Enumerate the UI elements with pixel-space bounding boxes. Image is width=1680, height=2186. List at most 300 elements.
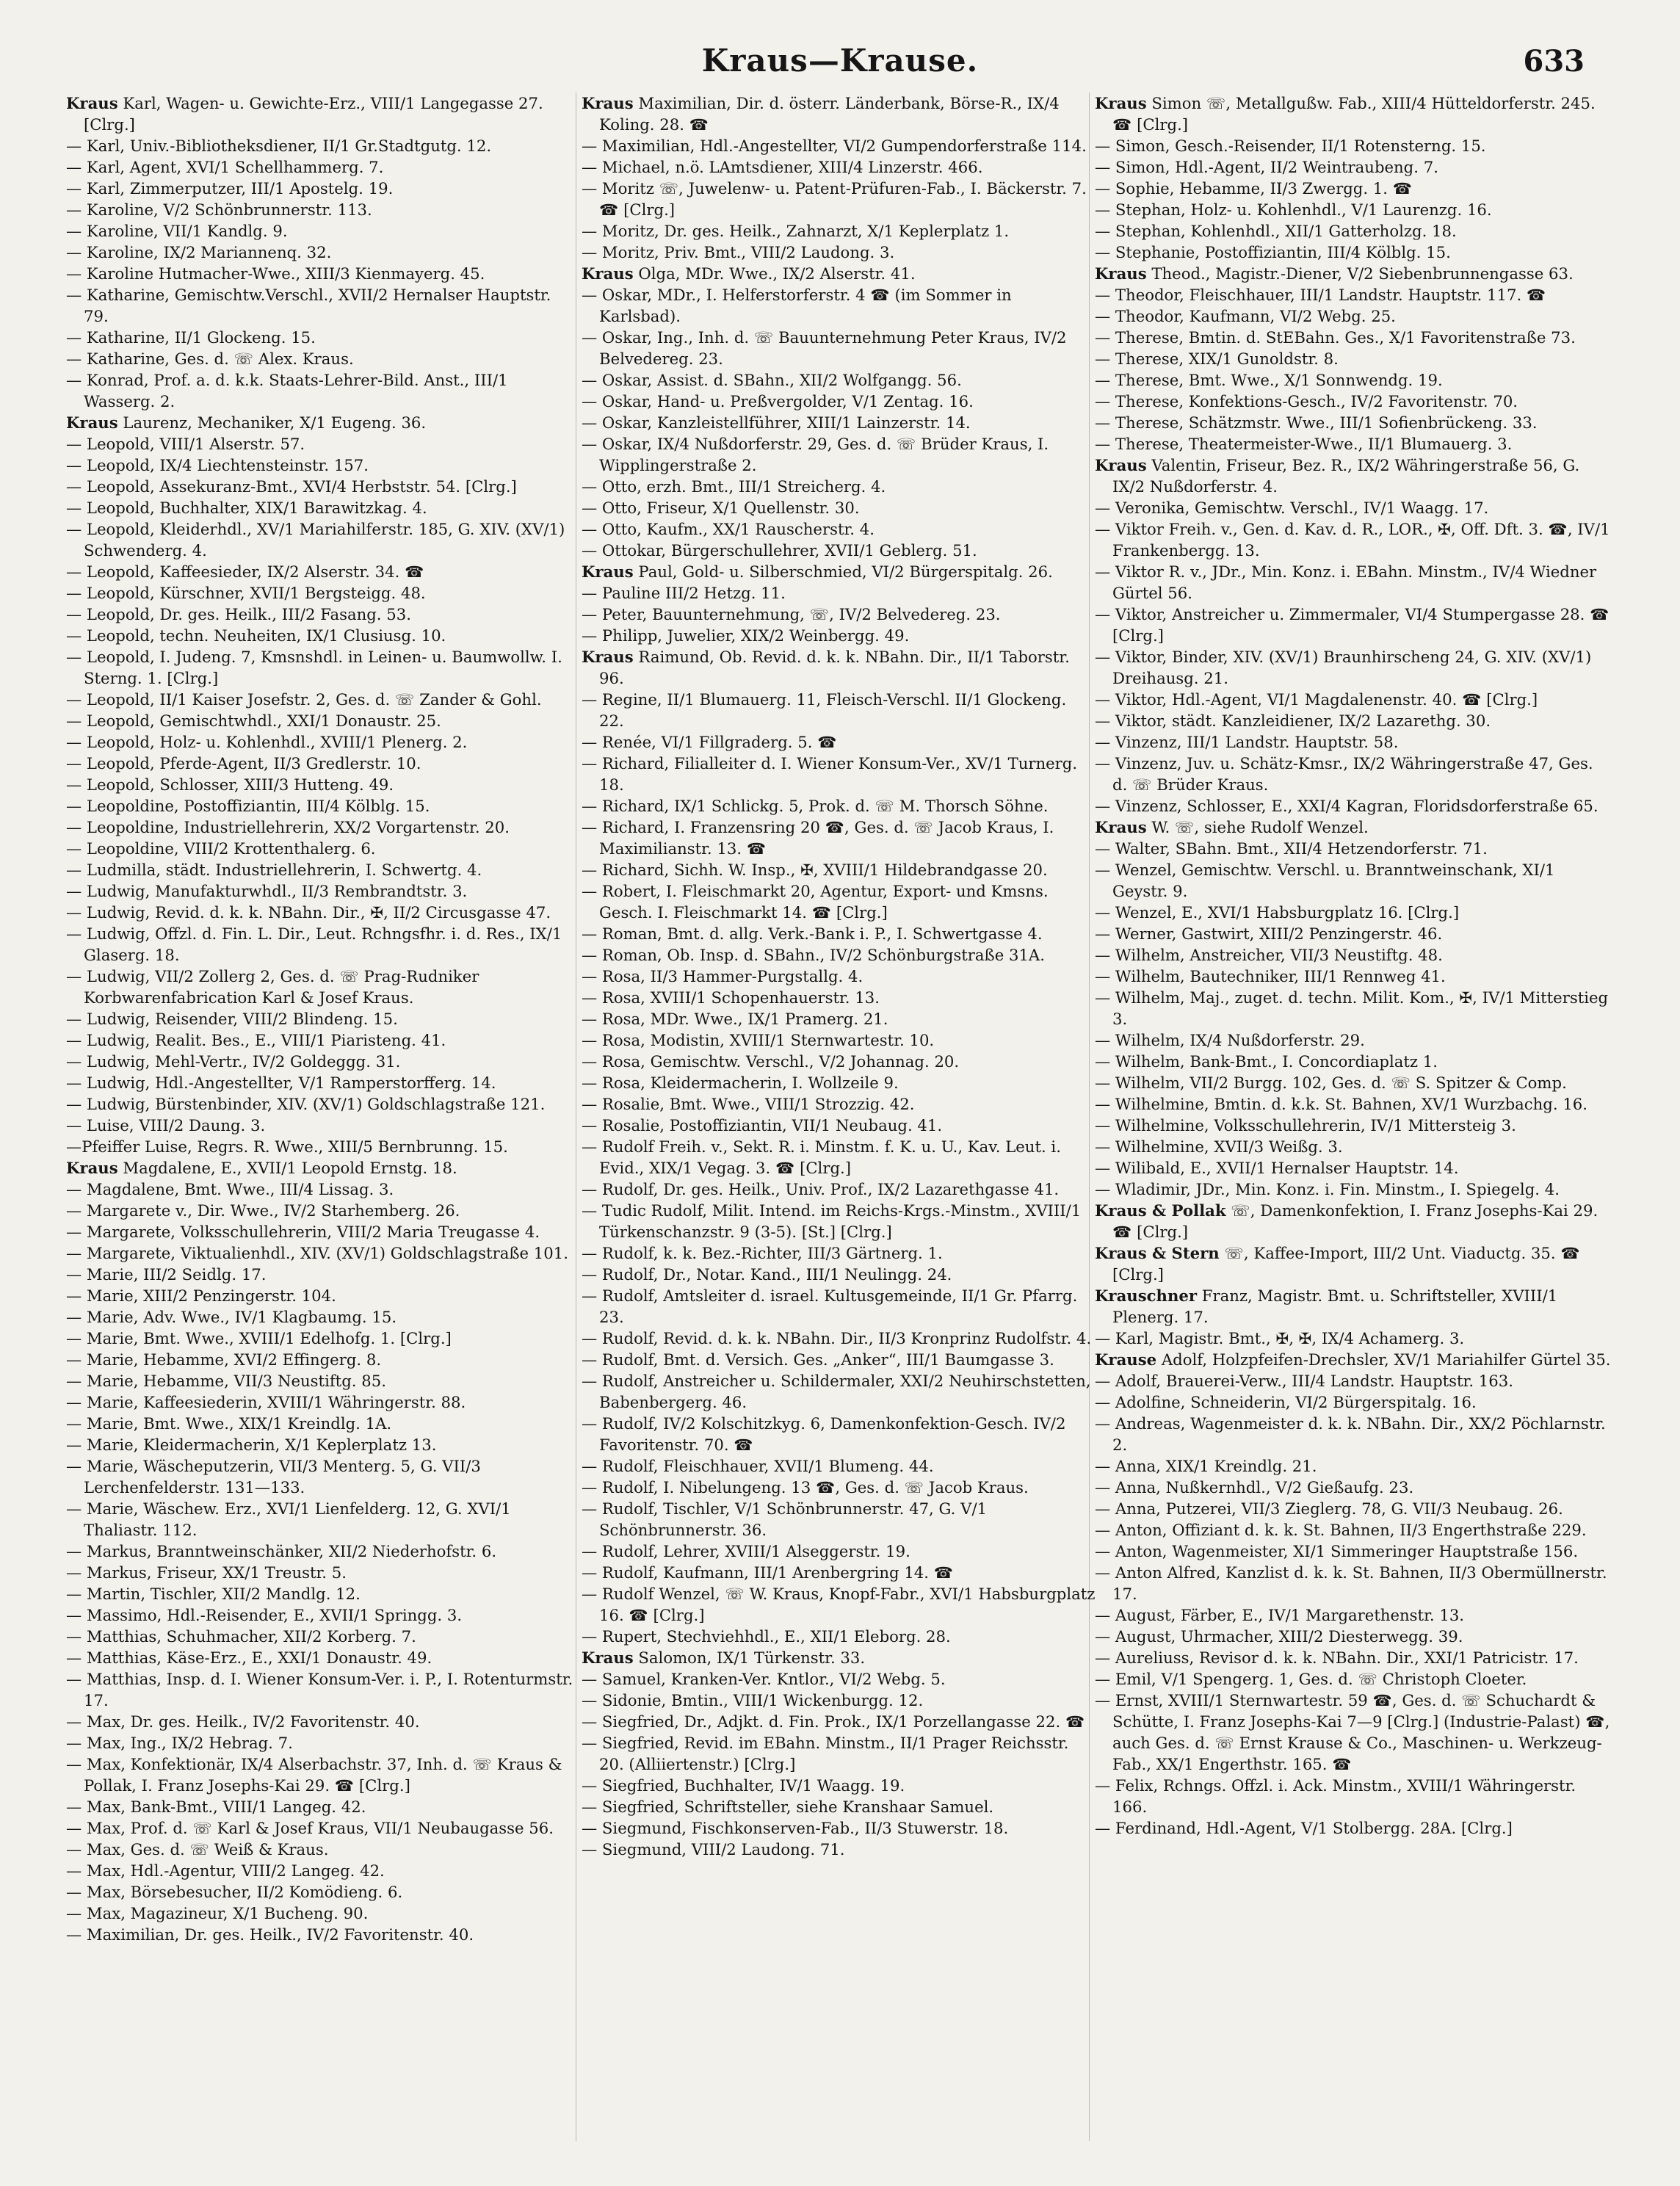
directory-entry xyxy=(66,369,580,412)
directory-entry xyxy=(66,1136,580,1157)
directory-entry xyxy=(582,1775,1096,1796)
surname-heading: Kraus xyxy=(582,562,634,581)
directory-entry xyxy=(1095,923,1612,944)
entry-text: Olga, MDr. Wwe., IX/2 Alserstr. 41. xyxy=(638,264,916,283)
directory-entry xyxy=(66,433,580,455)
entry-text: — Rudolf Wenzel, ☏ W. Kraus, Knopf-Fabr., XVI/1 Habsburgplatz 16. ☎ [Clrg.] xyxy=(582,1585,1096,1624)
directory-entry xyxy=(66,1668,580,1711)
entry-text: — Anna, Putzerei, VII/3 Zieglerg. 78, G. VII/3 Neubaug. 26. xyxy=(1095,1499,1563,1518)
directory-entry xyxy=(582,497,1096,518)
entry-text: — Matthias, Käse-Erz., E., XXI/1 Donaustr. 49. xyxy=(66,1648,432,1667)
entry-text: — Leopold, Pferde-Agent, II/3 Gredlerstr. 10. xyxy=(66,754,421,772)
directory-entry xyxy=(66,1242,580,1264)
directory-entry xyxy=(1095,199,1612,220)
column-2 xyxy=(582,93,1096,1860)
directory-entry xyxy=(1095,1413,1612,1455)
entry-text: — Rupert, Stechviehhdl., E., XII/1 Eleborg. 28. xyxy=(582,1627,951,1646)
directory-entry xyxy=(582,1583,1096,1626)
entry-text: — Ludwig, Bürstenbinder, XIV. (XV/1) Goldschlagstraße 121. xyxy=(66,1095,546,1113)
directory-entry xyxy=(582,604,1096,625)
entry-text: — Markus, Branntweinschänker, XII/2 Niederhofstr. 6. xyxy=(66,1542,497,1560)
entry-text: — Leopold, Dr. ges. Heilk., III/2 Fasang. 53. xyxy=(66,605,411,623)
surname-heading: Kraus xyxy=(66,1159,118,1177)
entry-text: — Therese, Bmt. Wwe., X/1 Sonnwendg. 19. xyxy=(1095,371,1443,389)
directory-entry xyxy=(66,476,580,497)
directory-entry xyxy=(582,646,1096,689)
directory-entry xyxy=(1095,497,1612,518)
directory-entry xyxy=(1095,1157,1612,1179)
directory-entry xyxy=(66,753,580,774)
entry-text: — Rudolf, Anstreicher u. Schildermaler, XXI/2 Neuhirschstetten, Babenbergerg. 46. xyxy=(582,1372,1091,1411)
column-1 xyxy=(66,93,580,1945)
entry-text: — Max, Konfektionär, IX/4 Alserbachstr. 37, Inh. d. ☏ Kraus & Pollak, I. Franz Josephs-Kai 29. ☎ [Clrg.] xyxy=(66,1755,562,1795)
entry-text: — Therese, Bmtin. d. StEBahn. Ges., X/1 Favoritenstraße 73. xyxy=(1095,328,1576,347)
entry-text: — Wilhelmine, XVII/3 Weißg. 3. xyxy=(1095,1137,1343,1156)
directory-entry xyxy=(582,1008,1096,1029)
directory-entry xyxy=(66,327,580,348)
directory-entry xyxy=(582,1136,1096,1179)
directory-entry xyxy=(1095,987,1612,1029)
entry-text: — Marie, Kleidermacherin, X/1 Keplerplatz 13. xyxy=(66,1436,437,1454)
entry-text: — Viktor, Binder, XIV. (XV/1) Braunhirscheng 24, G. XIV. (XV/1) Dreihausg. 21. xyxy=(1095,648,1592,687)
directory-entry xyxy=(1095,1562,1612,1604)
entry-text: — Adolfine, Schneiderin, VI/2 Bürgerspitalg. 16. xyxy=(1095,1393,1477,1411)
entry-text: — Siegfried, Schriftsteller, siehe Kranshaar Samuel. xyxy=(582,1798,994,1816)
directory-entry xyxy=(66,1285,580,1306)
directory-entry xyxy=(1095,1285,1612,1328)
directory-entry xyxy=(66,1839,580,1860)
entry-text: — Oskar, IX/4 Nußdorferstr. 29, Ges. d. ☏ Brüder Kraus, I. Wipplingerstraße 2. xyxy=(582,435,1049,474)
directory-entry xyxy=(66,1349,580,1370)
directory-entry xyxy=(582,476,1096,497)
entry-text: — Max, Magazineur, X/1 Bucheng. 90. xyxy=(66,1904,369,1922)
directory-entry xyxy=(582,625,1096,646)
directory-entry xyxy=(582,1051,1096,1072)
directory-entry xyxy=(1095,1179,1612,1200)
directory-entry xyxy=(582,817,1096,859)
directory-entry xyxy=(66,582,580,604)
directory-entry xyxy=(66,1072,580,1093)
directory-entry xyxy=(66,1583,580,1604)
directory-entry xyxy=(1095,561,1612,604)
directory-entry xyxy=(66,497,580,518)
entry-text: — Vinzenz, Juv. u. Schätz-Kmsr., IX/2 Währingerstraße 47, Ges. d. ☏ Brüder Kraus. xyxy=(1095,754,1593,794)
entry-text: — Simon, Gesch.-Reisender, II/1 Rotensterng. 15. xyxy=(1095,137,1486,155)
entry-text: — Ludwig, Hdl.-Angestellter, V/1 Ramperstorfferg. 14. xyxy=(66,1074,496,1092)
entry-text: — Marie, III/2 Seidlg. 17. xyxy=(66,1265,267,1284)
directory-entry xyxy=(66,284,580,327)
entry-text: — Rosalie, Postoffiziantin, VII/1 Neubaug. 41. xyxy=(582,1116,943,1134)
entry-text: — Margarete, Volksschullehrerin, VIII/2 Maria Treugasse 4. xyxy=(66,1223,540,1241)
directory-entry xyxy=(582,923,1096,944)
entry-text: — August, Färber, E., IV/1 Margarethenstr. 13. xyxy=(1095,1606,1465,1624)
directory-entry xyxy=(582,795,1096,817)
entry-text: — Anton, Offiziant d. k. k. St. Bahnen, II/3 Engerthstraße 229. xyxy=(1095,1521,1587,1539)
entry-text: — Karoline, VII/1 Kandlg. 9. xyxy=(66,222,288,240)
directory-entry xyxy=(1095,1647,1612,1668)
entry-text: — Ludmilla, städt. Industriellehrerin, I. Schwertg. 4. xyxy=(66,861,482,879)
entry-text: — Ludwig, Realit. Bes., E., VIII/1 Piaristeng. 41. xyxy=(66,1031,446,1049)
directory-entry xyxy=(582,1072,1096,1093)
entry-text: — Katharine, II/1 Glockeng. 15. xyxy=(66,328,316,347)
entry-text: — Theodor, Kaufmann, VI/2 Webg. 25. xyxy=(1095,307,1396,325)
directory-entry xyxy=(66,455,580,476)
directory-entry xyxy=(582,1541,1096,1562)
directory-entry xyxy=(66,1903,580,1924)
entry-text: — Max, Ges. d. ☏ Weiß & Kraus. xyxy=(66,1840,329,1859)
entry-text: — Marie, Kaffeesiederin, XVIII/1 Währingerstr. 88. xyxy=(66,1393,466,1411)
entry-text: — Rudolf, Fleischhauer, XVII/1 Blumeng. 44. xyxy=(582,1457,934,1475)
directory-entry xyxy=(66,1391,580,1413)
entry-text: — Rosa, MDr. Wwe., IX/1 Pramerg. 21. xyxy=(582,1010,888,1028)
directory-entry xyxy=(1095,242,1612,263)
entry-text: — Aureliuss, Revisor d. k. k. NBahn. Dir., XXI/1 Patricistr. 17. xyxy=(1095,1648,1579,1667)
directory-entry xyxy=(582,1647,1096,1668)
entry-text: — Leopoldine, VIII/2 Krottenthalerg. 6. xyxy=(66,839,376,858)
directory-entry xyxy=(66,1626,580,1647)
directory-entry xyxy=(1095,1775,1612,1817)
directory-entry xyxy=(582,1477,1096,1498)
directory-entry xyxy=(582,1242,1096,1264)
directory-entry xyxy=(582,1732,1096,1775)
directory-entry xyxy=(1095,1477,1612,1498)
directory-entry xyxy=(1095,263,1612,284)
entry-text: — Roman, Bmt. d. allg. Verk.-Bank i. P., I. Schwertgasse 4. xyxy=(582,924,1043,943)
entry-text: — Karl, Magistr. Bmt., ✠, ✠, IX/4 Achamerg. 3. xyxy=(1095,1329,1465,1347)
entry-text: — Rudolf, Tischler, V/1 Schönbrunnerstr. 47, G. V/1 Schönbrunnerstr. 36. xyxy=(582,1499,988,1539)
surname-heading: Kraus xyxy=(582,94,634,112)
directory-entry xyxy=(66,1647,580,1668)
directory-entry xyxy=(1095,305,1612,327)
entry-text: Paul, Gold- u. Silberschmied, VI/2 Bürgerspitalg. 26. xyxy=(638,562,1053,581)
entry-text: — Vinzenz, Schlosser, E., XXI/4 Kagran, Floridsdorferstraße 65. xyxy=(1095,797,1598,815)
entry-text: — Ludwig, Manufakturwhdl., II/3 Rembrandtstr. 3. xyxy=(66,882,468,900)
directory-entry xyxy=(1095,1690,1612,1775)
entry-text: — Pauline III/2 Hetzg. 11. xyxy=(582,584,786,602)
entry-text: — Moritz ☏, Juwelenw- u. Patent-Prüfuren-Fab., I. Bäckerstr. 7. ☎ [Clrg.] xyxy=(582,179,1087,219)
directory-entry xyxy=(582,284,1096,327)
entry-text: Valentin, Friseur, Bez. R., IX/2 Währingerstraße 56, G. IX/2 Nußdorferstr. 4. xyxy=(1112,456,1580,496)
surname-heading: Kraus xyxy=(582,264,634,283)
entry-text: Simon ☏, Metallgußw. Fab., XIII/4 Hütteldorferstr. 245. ☎ [Clrg.] xyxy=(1112,94,1596,134)
entry-text: — Wenzel, E., XVI/1 Habsburgplatz 16. [Clrg.] xyxy=(1095,903,1460,922)
entry-text: Theod., Magistr.-Diener, V/2 Siebenbrunnengasse 63. xyxy=(1151,264,1574,283)
entry-text: — Matthias, Schuhmacher, XII/2 Korberg. 7. xyxy=(66,1627,416,1646)
entry-text: — Rudolf, IV/2 Kolschitzkyg. 6, Damenkonfektion-Gesch. IV/2 Favoritenstr. 70. ☎ xyxy=(582,1414,1066,1454)
entry-text: — Leopold, Buchhalter, XIX/1 Barawitzkag. 4. xyxy=(66,499,427,517)
entry-text: — Luise, VIII/2 Daung. 3. xyxy=(66,1116,266,1134)
entry-text: — Viktor, Hdl.-Agent, VI/1 Magdalenenstr. 40. ☎ [Clrg.] xyxy=(1095,690,1538,709)
directory-entry xyxy=(1095,1817,1612,1839)
entry-text: — Karl, Univ.-Bibliotheksdiener, II/1 Gr.Stadtgutg. 12. xyxy=(66,137,492,155)
surname-heading: Kraus xyxy=(66,94,118,112)
directory-entry xyxy=(582,1796,1096,1817)
entry-text: — Rudolf, Dr., Notar. Kand., III/1 Neulingg. 24. xyxy=(582,1265,952,1284)
directory-entry xyxy=(582,689,1096,731)
directory-entry xyxy=(582,1817,1096,1839)
directory-entry xyxy=(66,156,580,178)
directory-entry xyxy=(582,966,1096,987)
entry-text: Laurenz, Mechaniker, X/1 Eugeng. 36. xyxy=(123,413,427,432)
directory-entry xyxy=(1095,966,1612,987)
directory-entry xyxy=(582,263,1096,284)
directory-entry xyxy=(1095,689,1612,710)
entry-text: — Marie, Wäschew. Erz., XVI/1 Lienfelderg. 12, G. XVI/1 Thaliastr. 112. xyxy=(66,1499,511,1539)
entry-text: — Ludwig, VII/2 Zollerg 2, Ges. d. ☏ Prag-Rudniker Korbwarenfabrication Karl & Josef Kraus. xyxy=(66,967,479,1007)
directory-entry xyxy=(66,1434,580,1455)
surname-heading: Kraus xyxy=(582,648,634,666)
directory-entry xyxy=(582,753,1096,795)
directory-entry xyxy=(66,178,580,199)
directory-entry xyxy=(66,1562,580,1583)
entry-text: — Wilhelm, VII/2 Burgg. 102, Ges. d. ☏ S. Spitzer & Comp. xyxy=(1095,1074,1567,1092)
surname-heading: Kraus & Stern xyxy=(1095,1244,1220,1262)
directory-entry xyxy=(582,859,1096,880)
entry-text: — Leopold, Holz- u. Kohlenhdl., XVIII/1 Plenerg. 2. xyxy=(66,733,468,751)
entry-text: — Vinzenz, III/1 Landstr. Hauptstr. 58. xyxy=(1095,733,1399,751)
entry-text: — Rudolf, Revid. d. k. k. NBahn. Dir., II/3 Kronprinz Rudolfstr. 4. xyxy=(582,1329,1092,1347)
entry-text: — Renée, VI/1 Fillgraderg. 5. ☎ xyxy=(582,733,837,751)
directory-entry xyxy=(66,625,580,646)
directory-entry xyxy=(582,582,1096,604)
entry-text: — Wilhelm, Bautechniker, III/1 Rennweg 41. xyxy=(1095,967,1446,985)
entry-text: — Roman, Ob. Insp. d. SBahn., IV/2 Schönburgstraße 31A. xyxy=(582,946,1045,964)
entry-text: — Felix, Rchngs. Offzl. i. Ack. Minstm., XVIII/1 Währingerstr. 166. xyxy=(1095,1776,1576,1816)
page-number: 633 xyxy=(1523,44,1585,79)
entry-text: — Oskar, Assist. d. SBahn., XII/2 Wolfgangg. 56. xyxy=(582,371,962,389)
entry-text: — Ludwig, Reisender, VIII/2 Blindeng. 15. xyxy=(66,1010,398,1028)
entry-text: — Martin, Tischler, XII/2 Mandlg. 12. xyxy=(66,1585,361,1603)
directory-entry xyxy=(582,1626,1096,1647)
entry-text: —Pfeiffer Luise, Regrs. R. Wwe., XIII/5 Bernbrunng. 15. xyxy=(66,1137,508,1156)
directory-entry xyxy=(1095,1519,1612,1541)
directory-entry xyxy=(66,1924,580,1945)
entry-text: — Adolf, Brauerei-Verw., III/4 Landstr. Hauptstr. 163. xyxy=(1095,1372,1513,1390)
directory-entry xyxy=(66,646,580,689)
entry-text: — Max, Prof. d. ☏ Karl & Josef Kraus, VII/1 Neubaugasse 56. xyxy=(66,1819,554,1837)
directory-entry xyxy=(66,1753,580,1796)
directory-entry xyxy=(1095,178,1612,199)
entry-text: — Wilhelm, Anstreicher, VII/3 Neustiftg. 48. xyxy=(1095,946,1443,964)
directory-entry xyxy=(1095,902,1612,923)
directory-entry xyxy=(66,795,580,817)
directory-entry xyxy=(1095,156,1612,178)
entry-text: — Rudolf, I. Nibelungeng. 13 ☎, Ges. d. ☏ Jacob Kraus. xyxy=(582,1478,1029,1496)
entry-text: — Karoline, V/2 Schönbrunnerstr. 113. xyxy=(66,200,372,219)
directory-entry xyxy=(66,199,580,220)
directory-entry xyxy=(66,242,580,263)
directory-entry xyxy=(66,1817,580,1839)
directory-entry xyxy=(66,902,580,923)
entry-text: — Leopold, IX/4 Liechtensteinstr. 157. xyxy=(66,456,369,474)
entry-text: — Tudic Rudolf, Milit. Intend. im Reichs-Krgs.-Minstm., XVIII/1 Türkenschanzstr. 9 (3-5). [St.] [Clrg.] xyxy=(582,1201,1082,1241)
directory-entry xyxy=(582,1711,1096,1732)
directory-entry xyxy=(582,731,1096,753)
entry-text: — Leopold, Schlosser, XIII/3 Hutteng. 49. xyxy=(66,775,394,794)
entry-text: — Oskar, Kanzleistellführer, XIII/1 Lainzerstr. 14. xyxy=(582,413,971,432)
entry-text: — Marie, Bmt. Wwe., XVIII/1 Edelhofg. 1. [Clrg.] xyxy=(66,1329,452,1347)
entry-text: — Ludwig, Mehl-Vertr., IV/2 Goldeggg. 31. xyxy=(66,1052,401,1071)
entry-text: — Anna, Nußkernhdl., V/2 Gießaufg. 23. xyxy=(1095,1478,1414,1496)
entry-text: — Siegmund, VIII/2 Laudong. 71. xyxy=(582,1840,845,1859)
directory-entry xyxy=(1095,859,1612,902)
directory-entry xyxy=(582,242,1096,263)
entry-text: — Margarete v., Dir. Wwe., IV/2 Starhemberg. 26. xyxy=(66,1201,460,1220)
entry-text: Magdalene, E., XVII/1 Leopold Ernstg. 18. xyxy=(123,1159,457,1177)
directory-entry xyxy=(66,1498,580,1541)
entry-text: — Leopold, Gemischtwhdl., XXI/1 Donaustr. 25. xyxy=(66,712,441,730)
directory-entry xyxy=(66,1455,580,1498)
directory-entry xyxy=(66,604,580,625)
entry-text: — Oskar, Ing., Inh. d. ☏ Bauunternehmung Peter Kraus, IV/2 Belvedereg. 23. xyxy=(582,328,1067,368)
entry-text: — Robert, I. Fleischmarkt 20, Agentur, Export- und Kmsns. Gesch. I. Fleischmarkt 14. ☎ [Clrg.] xyxy=(582,882,1049,922)
directory-entry xyxy=(66,93,580,135)
entry-text: — Viktor, Anstreicher u. Zimmermaler, VI/4 Stumpergasse 28. ☎ [Clrg.] xyxy=(1095,605,1610,645)
directory-entry xyxy=(1095,1072,1612,1093)
directory-entry xyxy=(66,923,580,966)
directory-entry xyxy=(66,1093,580,1115)
column-3 xyxy=(1095,93,1612,1839)
directory-entry xyxy=(66,561,580,582)
entry-text: — Philipp, Juwelier, XIX/2 Weinbergg. 49. xyxy=(582,626,910,645)
entry-text: — Andreas, Wagenmeister d. k. k. NBahn. Dir., XX/2 Pöchlarnstr. 2. xyxy=(1095,1414,1606,1454)
entry-text: — Ludwig, Offzl. d. Fin. L. Dir., Leut. Rchngsfhr. i. d. Res., IX/1 Glaserg. 18. xyxy=(66,924,562,964)
entry-text: — Siegfried, Buchhalter, IV/1 Waagg. 19. xyxy=(582,1776,905,1795)
entry-text: — Konrad, Prof. a. d. k.k. Staats-Lehrer-Bild. Anst., III/1 Wasserg. 2. xyxy=(66,371,508,410)
directory-entry xyxy=(66,1179,580,1200)
entry-text: — Markus, Friseur, XX/1 Treustr. 5. xyxy=(66,1563,347,1582)
running-title: Kraus—Krause. xyxy=(701,43,979,79)
directory-entry xyxy=(582,987,1096,1008)
entry-text: — Regine, II/1 Blumauerg. 11, Fleisch-Verschl. II/1 Glockeng. 22. xyxy=(582,690,1067,730)
surname-heading: Kraus xyxy=(1095,818,1147,836)
directory-entry xyxy=(582,391,1096,412)
surname-heading: Kraus xyxy=(66,413,118,432)
entry-text: — Karl, Agent, XVI/1 Schellhammerg. 7. xyxy=(66,158,384,176)
directory-entry xyxy=(582,1690,1096,1711)
directory-entry xyxy=(582,1328,1096,1349)
directory-entry xyxy=(1095,1391,1612,1413)
directory-entry xyxy=(582,1029,1096,1051)
entry-text: — Moritz, Dr. ges. Heilk., Zahnarzt, X/1 Keplerplatz 1. xyxy=(582,222,1010,240)
entry-text: — Wenzel, Gemischtw. Verschl. u. Branntweinschank, XI/1 Geystr. 9. xyxy=(1095,861,1555,900)
directory-entry xyxy=(66,1604,580,1626)
directory-entry xyxy=(66,1200,580,1221)
entry-text: — Leopold, I. Judeng. 7, Kmsnshdl. in Leinen- u. Baumwollw. I. Sterng. 1. [Clrg.] xyxy=(66,648,562,687)
directory-entry xyxy=(1095,220,1612,242)
directory-entry xyxy=(66,1264,580,1285)
entry-text: — Stephan, Holz- u. Kohlenhdl., V/1 Laurenzg. 16. xyxy=(1095,200,1492,219)
entry-text: — Veronika, Gemischtw. Verschl., IV/1 Waagg. 17. xyxy=(1095,499,1489,517)
entry-text: Salomon, IX/1 Türkenstr. 33. xyxy=(638,1648,866,1667)
directory-entry xyxy=(582,1349,1096,1370)
entry-text: — Richard, IX/1 Schlickg. 5, Prok. d. ☏ M. Thorsch Söhne. xyxy=(582,797,1049,815)
directory-entry xyxy=(1095,1349,1612,1370)
directory-entry xyxy=(582,561,1096,582)
entry-text: — Ernst, XVIII/1 Sternwartestr. 59 ☎, Ges. d. ☏ Schuchardt & Schütte, I. Franz Josephs-Kai 7—9 [Clrg.] (Industrie-Palast) ☎, auch Ges. d. ☏ Ernst Krause & Co., Maschinen- u. Werkzeug-Fab., XX/1 Engerthstr. 165. ☎ xyxy=(1095,1691,1610,1773)
directory-entry xyxy=(582,220,1096,242)
entry-text: — Richard, Sichh. W. Insp., ✠, XVIII/1 Hildebrandgasse 20. xyxy=(582,861,1048,879)
entry-text: — Karl, Zimmerputzer, III/1 Apostelg. 19. xyxy=(66,179,394,198)
entry-text: — Therese, Schätzmstr. Wwe., III/1 Sofienbrückeng. 33. xyxy=(1095,413,1538,432)
directory-entry xyxy=(66,1881,580,1903)
directory-entry xyxy=(1095,1455,1612,1477)
entry-text: — Walter, SBahn. Bmt., XII/4 Hetzendorferstr. 71. xyxy=(1095,839,1488,858)
entry-text: — Oskar, MDr., I. Helferstorferstr. 4 ☎ (im Sommer in Karlsbad). xyxy=(582,286,1012,325)
entry-text: Raimund, Ob. Revid. d. k. k. NBahn. Dir., II/1 Taborstr. 96. xyxy=(599,648,1070,687)
directory-entry xyxy=(1095,1093,1612,1115)
entry-text: — Massimo, Hdl.-Reisender, E., XVII/1 Springg. 3. xyxy=(66,1606,463,1624)
directory-entry xyxy=(66,838,580,859)
entry-text: — Therese, Theatermeister-Wwe., II/1 Blumauerg. 3. xyxy=(1095,435,1513,453)
directory-entry xyxy=(66,1711,580,1732)
directory-entry xyxy=(582,1668,1096,1690)
entry-text: — Leopold, Kleiderhdl., XV/1 Mariahilferstr. 185, G. XIV. (XV/1) Schwenderg. 4. xyxy=(66,520,565,560)
directory-entry xyxy=(1095,369,1612,391)
entry-text: — Moritz, Priv. Bmt., VIII/2 Laudong. 3. xyxy=(582,243,895,261)
entry-text: — Rudolf, k. k. Bez.-Richter, III/3 Gärtnerg. 1. xyxy=(582,1244,943,1262)
entry-text: — Viktor, städt. Kanzleidiener, IX/2 Lazarethg. 30. xyxy=(1095,712,1491,730)
directory-entry xyxy=(582,518,1096,540)
surname-heading: Krause xyxy=(1095,1350,1157,1369)
entry-text: — Viktor Freih. v., Gen. d. Kav. d. R., LOR., ✠, Off. Dft. 3. ☎, IV/1 Frankenbergg. 13. xyxy=(1095,520,1610,560)
entry-text: Adolf, Holzpfeifen-Drechsler, XV/1 Mariahilfer Gürtel 35. xyxy=(1161,1350,1611,1369)
entry-text: — Marie, Wäscheputzerin, VII/3 Menterg. 5, G. VII/3 Lerchenfelderstr. 131—133. xyxy=(66,1457,481,1496)
directory-entry xyxy=(1095,1051,1612,1072)
surname-heading: Kraus xyxy=(1095,456,1147,474)
directory-entry xyxy=(582,327,1096,369)
entry-text: — Theodor, Fleischhauer, III/1 Landstr. Hauptstr. 117. ☎ xyxy=(1095,286,1546,304)
entry-text: — Michael, n.ö. LAmtsdiener, XIII/4 Linzerstr. 466. xyxy=(582,158,983,176)
entry-text: — Otto, Friseur, X/1 Quellenstr. 30. xyxy=(582,499,860,517)
directory-entry xyxy=(1095,944,1612,966)
directory-entry xyxy=(1095,1370,1612,1391)
directory-entry xyxy=(1095,327,1612,348)
entry-text: — Siegfried, Revid. im EBahn. Minstm., II/1 Prager Reichsstr. 20. (Alliiertenstr.) [Clrg.] xyxy=(582,1734,1069,1773)
entry-text: — Siegfried, Dr., Adjkt. d. Fin. Prok., IX/1 Porzellangasse 22. ☎ xyxy=(582,1712,1085,1731)
entry-text: — Karoline, IX/2 Mariannenq. 32. xyxy=(66,243,332,261)
entry-text: — Sophie, Hebamme, II/3 Zwergg. 1. ☎ xyxy=(1095,179,1413,198)
entry-text: — Rudolf, Lehrer, XVIII/1 Alseggerstr. 19. xyxy=(582,1542,910,1560)
directory-entry xyxy=(66,1370,580,1391)
entry-text: — Oskar, Hand- u. Preßvergolder, V/1 Zentag. 16. xyxy=(582,392,974,410)
entry-text: ☏, Damenkonfektion, I. Franz Josephs-Kai 29. ☎ [Clrg.] xyxy=(1112,1201,1598,1241)
entry-text: — Peter, Bauunternehmung, ☏, IV/2 Belvedereg. 23. xyxy=(582,605,1001,623)
entry-text: — Wilhelm, Bank-Bmt., I. Concordiaplatz 1. xyxy=(1095,1052,1438,1071)
directory-entry xyxy=(1095,391,1612,412)
directory-entry xyxy=(582,135,1096,156)
directory-entry xyxy=(66,1328,580,1349)
entry-text: — Magdalene, Bmt. Wwe., III/4 Lissag. 3. xyxy=(66,1180,394,1198)
entry-text: — Max, Börsebesucher, II/2 Komödieng. 6. xyxy=(66,1883,403,1901)
entry-text: — Marie, Adv. Wwe., IV/1 Klagbaumg. 15. xyxy=(66,1308,397,1326)
directory-entry xyxy=(1095,518,1612,561)
entry-text: — Leopold, Kürschner, XVII/1 Bergsteigg. 48. xyxy=(66,584,426,602)
directory-entry xyxy=(66,1541,580,1562)
directory-entry xyxy=(582,1264,1096,1285)
entry-text: — Therese, Konfektions-Gesch., IV/2 Favoritenstr. 70. xyxy=(1095,392,1518,410)
directory-entry xyxy=(1095,1200,1612,1242)
directory-entry xyxy=(582,1413,1096,1455)
directory-entry xyxy=(66,518,580,561)
directory-entry xyxy=(582,1839,1096,1860)
entry-text: — Sidonie, Bmtin., VIII/1 Wickenburgg. 12. xyxy=(582,1691,924,1709)
directory-entry xyxy=(66,1029,580,1051)
surname-heading: Kraus xyxy=(1095,264,1147,283)
directory-entry xyxy=(1095,646,1612,689)
directory-entry xyxy=(582,540,1096,561)
directory-entry xyxy=(582,433,1096,476)
